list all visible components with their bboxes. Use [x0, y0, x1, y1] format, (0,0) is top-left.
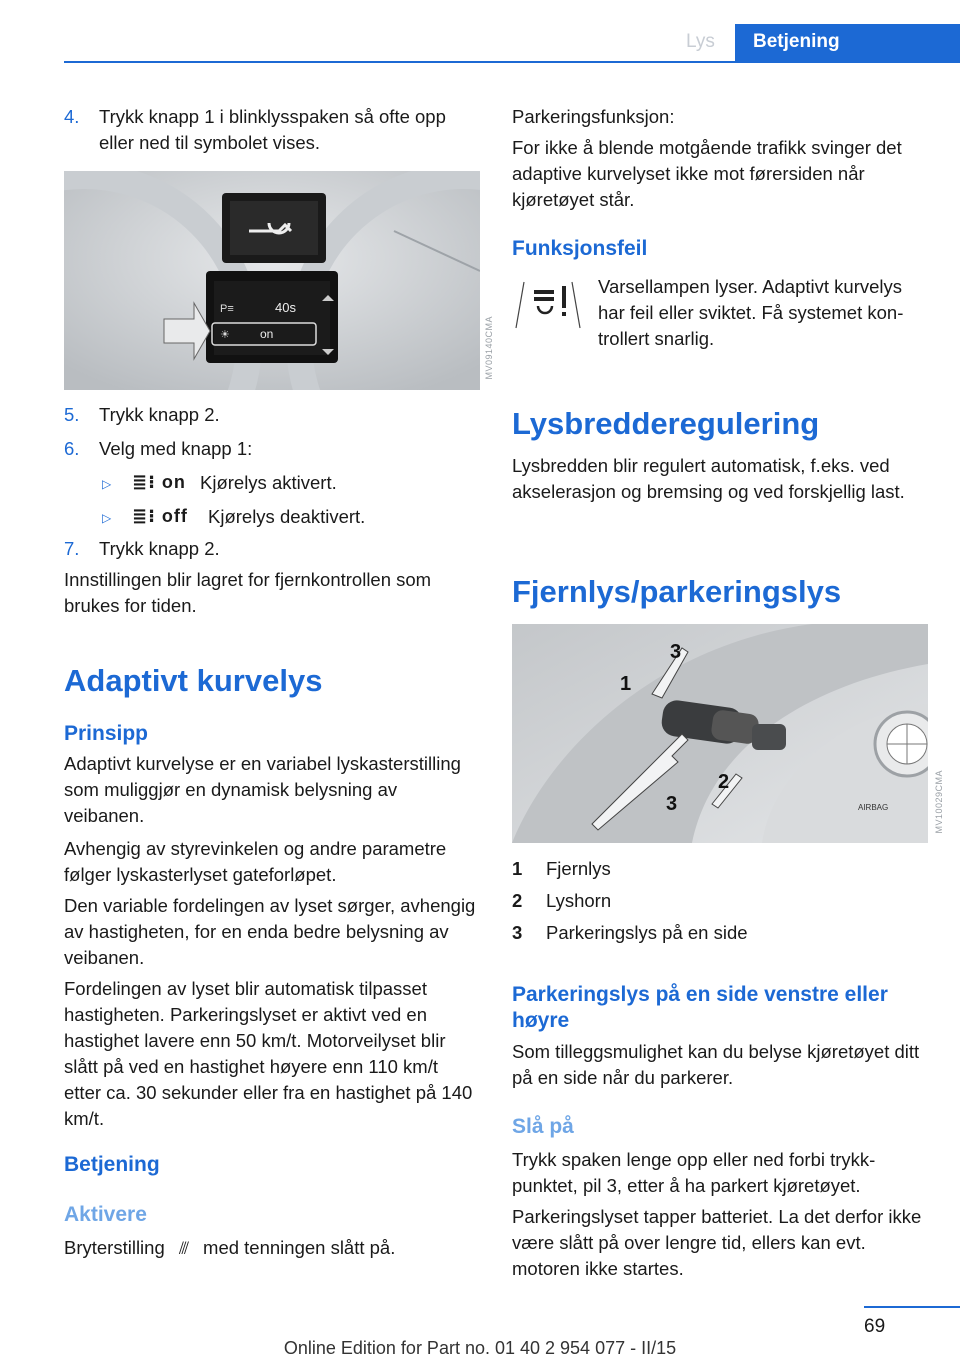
paragraph: Innstillingen blir lagret for fjernkontrollen som brukes for tiden.: [64, 569, 432, 616]
figure-code: MV09140CMA: [484, 316, 494, 380]
legend-number: 1: [512, 858, 523, 879]
instrument-display-figure: [64, 171, 480, 390]
adaptive-light-warning-icon: [512, 276, 584, 332]
sub-item-text: Kjørelys aktivert.: [200, 472, 337, 493]
paragraph: Lysbredden blir regulert automatisk, f.eks. ved akselerasjon og bremsing og ved forskjellig last.: [512, 455, 905, 502]
svg-text:AIRBAG: AIRBAG: [858, 803, 889, 812]
subsection-heading: Parkeringslys på en side venstre eller høyre: [512, 983, 888, 1032]
paragraph: Varsellampen lyser. Adaptivt kurvelys har feil eller sviktet. Få systemet kontrollert snarlig.: [598, 276, 904, 349]
section-heading: Adaptivt kurvelys: [64, 663, 323, 698]
section-heading: Lysbredderegulering: [512, 406, 820, 441]
legend-number: 3: [512, 922, 523, 943]
bullet-triangle-icon: ▷: [102, 511, 112, 525]
step-text: Trykk knapp 2.: [99, 404, 220, 425]
svg-text:P≡: P≡: [220, 303, 234, 315]
legend-number: 2: [512, 890, 523, 911]
bullet-triangle-icon: ▷: [102, 477, 112, 491]
figure-code: MV10029CMA: [934, 770, 944, 834]
paragraph: Fordelingen av lyset blir automatisk tilpasset hastigheten. Parkeringslyset er aktivt ved en hastighet lavere enn 50 km/t. Motorveilyset blir slått på ved en hastighet høyere enn 110 km/t etter ca. 30 sekunder eller fra en hastighet på 140 km/t.: [64, 978, 473, 1129]
legend-text: Lyshorn: [546, 890, 612, 911]
display-on-state: on: [260, 327, 274, 341]
step-number: 6.: [64, 438, 80, 459]
paragraph-label: Parkeringsfunksjon:: [512, 106, 675, 127]
sub-subsection-heading: Slå på: [512, 1115, 574, 1138]
subsection-heading: Prinsipp: [64, 722, 149, 745]
footer-rule: [864, 1306, 960, 1308]
instrument-display-illustration: [64, 171, 480, 390]
turn-signal-stalk-figure: [512, 624, 928, 843]
paragraph: Adaptivt kurvelyse er en variabel lyskasterstilling som muliggjør en dynamisk belysning av veibanen.: [64, 753, 461, 826]
section-heading: Fjernlys/parkeringslys: [512, 574, 842, 609]
svg-text:3: 3: [670, 641, 682, 663]
sub-subsection-heading: Aktivere: [64, 1203, 147, 1226]
step-text: Trykk knapp 2.: [99, 538, 220, 559]
header-chapter-tab: Betjening: [735, 24, 960, 61]
header-rule: [64, 61, 960, 63]
paragraph: Som tilleggsmulighet kan du belyse kjøretøyet ditt på en side når du parkerer.: [512, 1041, 920, 1088]
paragraph: Bryterstilling ⫻ med tenningen slått på.: [64, 1235, 395, 1262]
paragraph: Trykk spaken lenge opp eller ned forbi trykkpunktet, pil 3, etter å ha parkert kjøretøyet.: [512, 1149, 876, 1196]
daytime-light-off-symbol-icon: ≣⁝ off: [132, 506, 188, 526]
svg-text:2: 2: [718, 771, 730, 793]
step-text: Trykk knapp 1 i blinklysspaken så ofte opp eller ned til symbolet vises.: [99, 106, 446, 153]
svg-text:3: 3: [666, 793, 678, 815]
subsection-heading: Funksjonsfeil: [512, 237, 648, 260]
legend-text: Parkeringslys på en side: [546, 922, 748, 943]
svg-text:1: 1: [620, 673, 632, 695]
step-number: 7.: [64, 538, 80, 559]
paragraph: Parkeringslyset tapper batteriet. La det derfor ikke være slått på over lengre tid, ellers kan evt. motoren ikke startes.: [512, 1206, 922, 1279]
stalk-illustration: [512, 624, 928, 843]
edition-footer: Online Edition for Part no. 01 40 2 954 077 - II/15: [283, 1338, 677, 1358]
legend-text: Fjernlys: [546, 858, 611, 879]
paragraph: Den variable fordelingen av lyset sørger, avhengig av hastigheten, for en enda bedre belysning av veibanen.: [64, 895, 476, 968]
header-section-tab: Lys: [686, 31, 715, 52]
page-number: 69: [864, 1316, 886, 1337]
paragraph: For ikke å blende motgående trafikk svinger det adaptive kurvelyset ikke mot førersiden når kjøretøyet står.: [512, 137, 902, 210]
svg-text:☀: ☀: [220, 329, 230, 341]
paragraph: Avhengig av styrevinkelen og andre parametre følger lyskasterlyset gateforløpet.: [64, 838, 447, 885]
step-number: 4.: [64, 106, 80, 127]
step-number: 5.: [64, 404, 80, 425]
switch-position-icon: ⫻: [178, 1239, 189, 1258]
sub-item-text: Kjørelys deaktivert.: [208, 506, 366, 527]
daytime-light-on-symbol-icon: ≣⁝ on: [132, 472, 186, 492]
display-countdown: 40s: [275, 300, 296, 315]
step-text: Velg med knapp 1:: [99, 438, 253, 459]
subsection-heading: Betjening: [64, 1153, 160, 1176]
